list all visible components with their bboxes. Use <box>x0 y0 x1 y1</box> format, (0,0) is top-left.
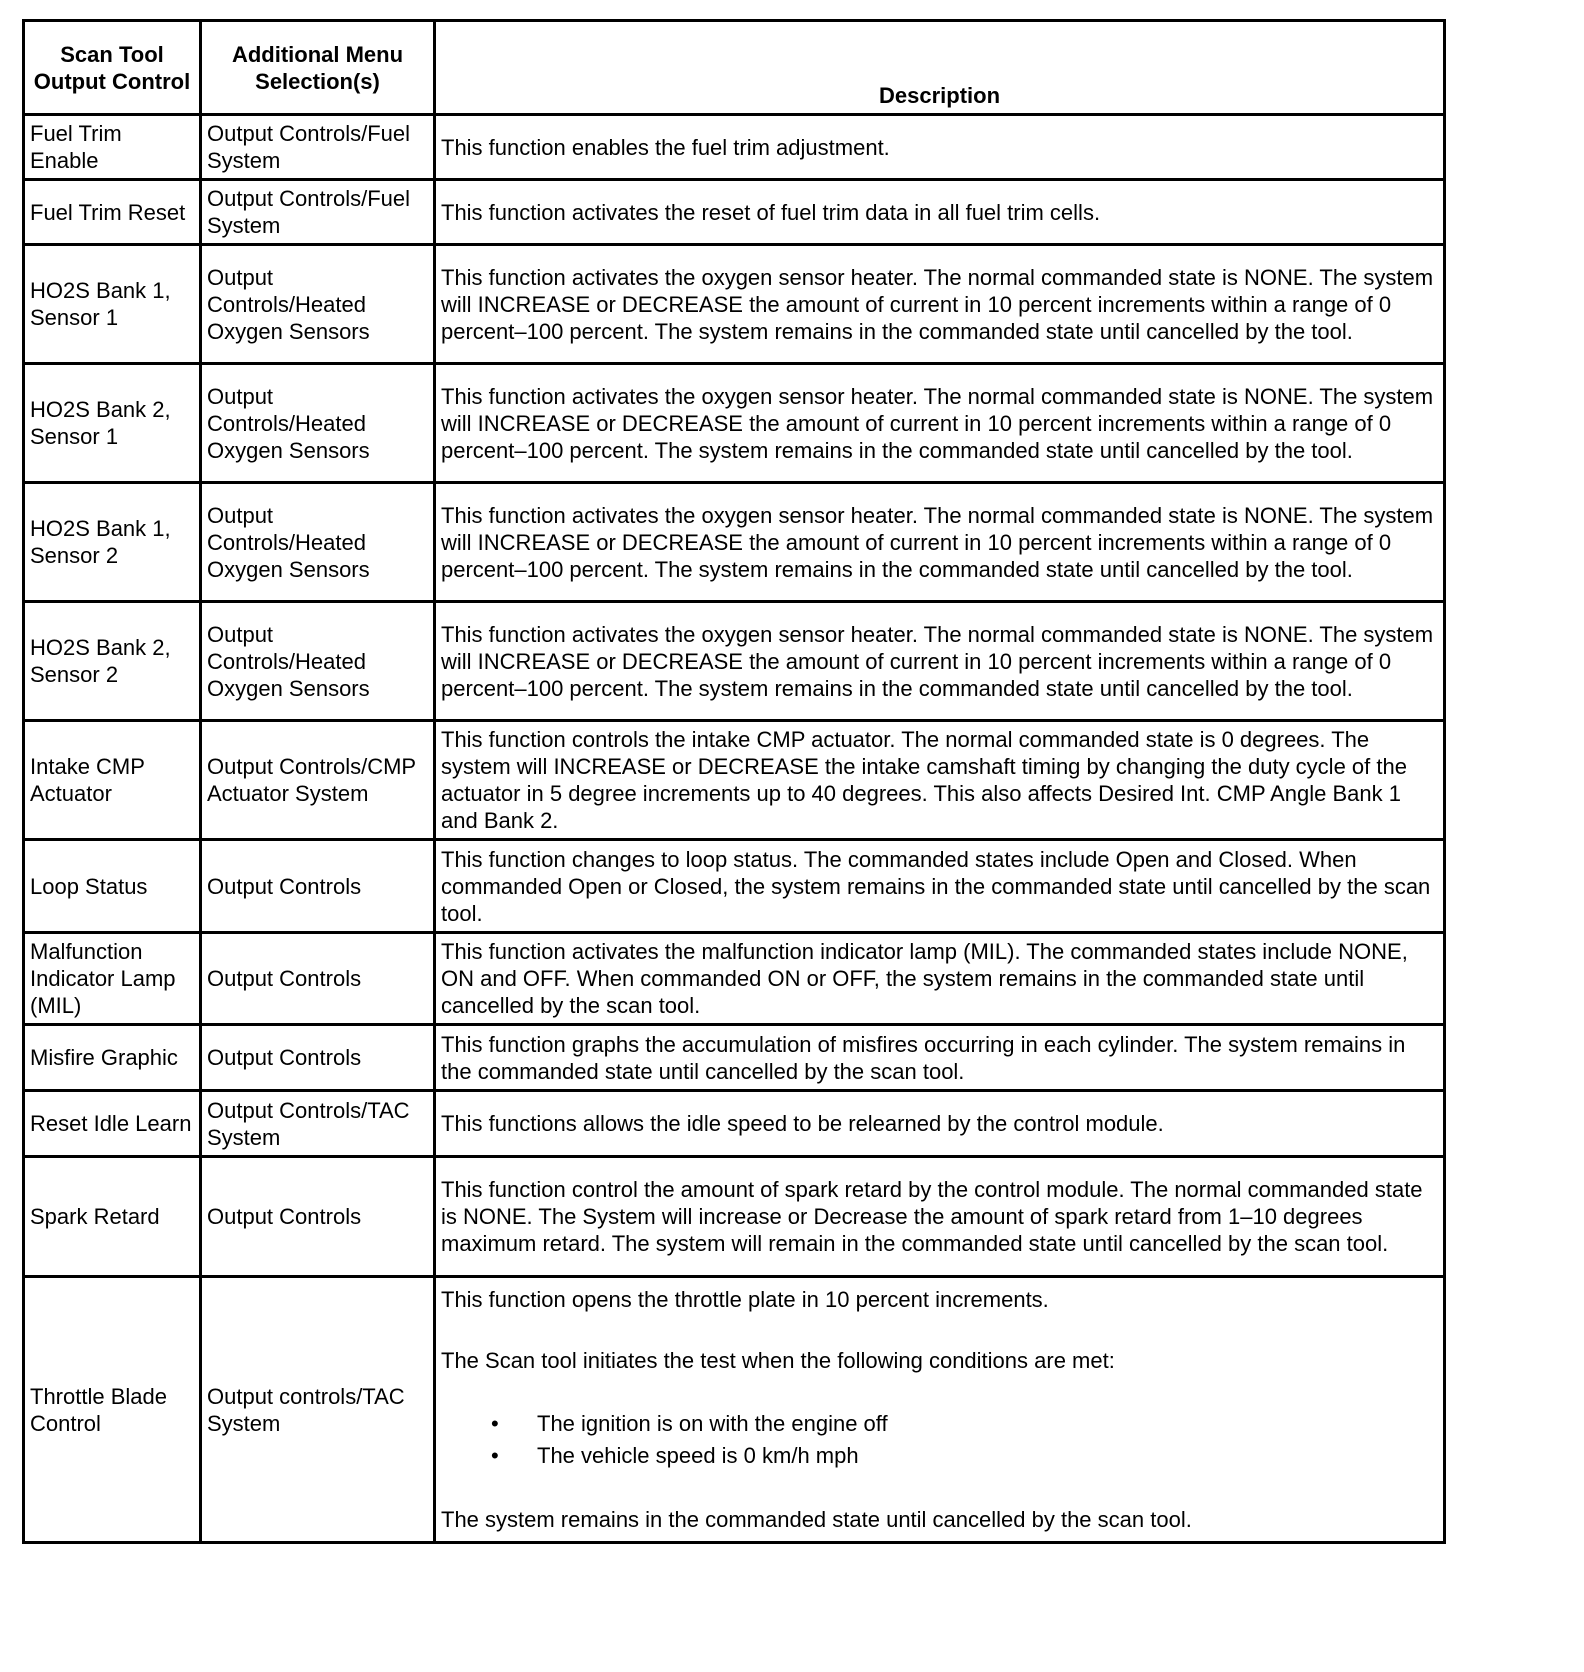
output-controls-table <box>22 19 1446 1544</box>
menu-cell: Output Controls/Heated Oxygen Sensors <box>201 602 435 721</box>
menu-cell: Output Controls <box>201 840 435 933</box>
control-cell: HO2S Bank 1, Sensor 2 <box>24 483 201 602</box>
table-row <box>24 840 1445 933</box>
control-cell: Reset Idle Learn <box>24 1091 201 1157</box>
menu-cell: Output Controls/Fuel System <box>201 180 435 245</box>
condition-item: • The ignition is on with the engine off <box>441 1408 1438 1440</box>
menu-cell: Output Controls/Heated Oxygen Sensors <box>201 245 435 364</box>
header-description: Description <box>435 21 1445 115</box>
menu-cell: Output Controls/CMP Actuator System <box>201 721 435 840</box>
description-cell: This function activates the malfunction indicator lamp (MIL). The commanded states include NONE, ON and OFF. When commanded ON or OFF, the system remains in the commanded state until cancelled by the scan tool. <box>435 933 1445 1025</box>
description-cell: This function graphs the accumulation of misfires occurring in each cylinder. The system remains in the commanded state until cancelled by the scan tool. <box>435 1025 1445 1091</box>
menu-cell: Output Controls <box>201 933 435 1025</box>
control-cell: Fuel Trim Enable <box>24 115 201 180</box>
table-row-throttle-blade-control <box>24 1277 1445 1543</box>
control-cell: HO2S Bank 2, Sensor 2 <box>24 602 201 721</box>
description-cell: This function changes to loop status. The commanded states include Open and Closed. When commanded Open or Closed, the system remains in the commanded state until cancelled by the scan tool. <box>435 840 1445 933</box>
header-scan-tool-output-control: Scan Tool Output Control <box>24 21 201 115</box>
table-row <box>24 245 1445 364</box>
header-additional-menu-selections: Additional Menu Selection(s) <box>201 21 435 115</box>
table-row <box>24 1025 1445 1091</box>
description-cell: This function enables the fuel trim adjustment. <box>435 115 1445 180</box>
description-cell: This function activates the oxygen sensor heater. The normal commanded state is NONE. The system will INCREASE or DECREASE the amount of current in 10 percent increments within a range of 0 percent–100 percent. The system remains in the commanded state until cancelled by the tool. <box>435 245 1445 364</box>
control-cell: Spark Retard <box>24 1157 201 1277</box>
control-cell: Loop Status <box>24 840 201 933</box>
control-cell: HO2S Bank 2, Sensor 1 <box>24 364 201 483</box>
description-cell: This function activates the oxygen sensor heater. The normal commanded state is NONE. The system will INCREASE or DECREASE the amount of current in 10 percent increments within a range of 0 percent–100 percent. The system remains in the commanded state until cancelled by the tool. <box>435 483 1445 602</box>
description-cell: This function activates the oxygen sensor heater. The normal commanded state is NONE. The system will INCREASE or DECREASE the amount of current in 10 percent increments within a range of 0 percent–100 percent. The system remains in the commanded state until cancelled by the tool. <box>435 602 1445 721</box>
table-row <box>24 483 1445 602</box>
control-cell: Malfunction Indicator Lamp (MIL) <box>24 933 201 1025</box>
table-row <box>24 115 1445 180</box>
menu-cell: Output Controls/Heated Oxygen Sensors <box>201 483 435 602</box>
description-cell: This function activates the reset of fuel trim data in all fuel trim cells. <box>435 180 1445 245</box>
table-row <box>24 933 1445 1025</box>
description-cell: This function activates the oxygen sensor heater. The normal commanded state is NONE. The system will INCREASE or DECREASE the amount of current in 10 percent increments within a range of 0 percent–100 percent. The system remains in the commanded state until cancelled by the tool. <box>435 364 1445 483</box>
control-cell: Fuel Trim Reset <box>24 180 201 245</box>
description-paragraph: This function opens the throttle plate in 10 percent increments. <box>441 1287 1049 1312</box>
control-cell: Throttle Blade Control <box>24 1277 201 1543</box>
table-row <box>24 180 1445 245</box>
menu-cell: Output controls/TAC System <box>201 1277 435 1543</box>
menu-cell: Output Controls/Fuel System <box>201 115 435 180</box>
table-row <box>24 364 1445 483</box>
description-cell: This function controls the intake CMP actuator. The normal commanded state is 0 degrees. The system will INCREASE or DECREASE the intake camshaft timing by changing the duty cycle of the actuator in 5 degree increments up to 40 degrees. This also affects Desired Int. CMP Angle Bank 1 and Bank 2. <box>435 721 1445 840</box>
description-paragraph: The system remains in the commanded state until cancelled by the scan tool. <box>441 1507 1192 1532</box>
menu-cell: Output Controls <box>201 1157 435 1277</box>
description-cell: This function control the amount of spark retard by the control module. The normal commanded state is NONE. The System will increase or Decrease the amount of spark retard from 1–10 degrees maximum retard. The system will remain in the commanded state until cancelled by the scan tool. <box>435 1157 1445 1277</box>
conditions-list <box>441 1408 1438 1472</box>
table-row <box>24 1157 1445 1277</box>
control-cell: HO2S Bank 1, Sensor 1 <box>24 245 201 364</box>
table-header-row <box>24 21 1445 115</box>
description-paragraph: The Scan tool initiates the test when the following conditions are met: <box>441 1348 1115 1373</box>
table-row <box>24 1091 1445 1157</box>
control-cell: Intake CMP Actuator <box>24 721 201 840</box>
description-cell: This functions allows the idle speed to be relearned by the control module. <box>435 1091 1445 1157</box>
menu-cell: Output Controls/TAC System <box>201 1091 435 1157</box>
menu-cell: Output Controls/Heated Oxygen Sensors <box>201 364 435 483</box>
table-row <box>24 721 1445 840</box>
control-cell: Misfire Graphic <box>24 1025 201 1091</box>
table-row <box>24 602 1445 721</box>
description-cell <box>435 1277 1445 1543</box>
menu-cell: Output Controls <box>201 1025 435 1091</box>
condition-item: • The vehicle speed is 0 km/h mph <box>441 1440 1438 1472</box>
